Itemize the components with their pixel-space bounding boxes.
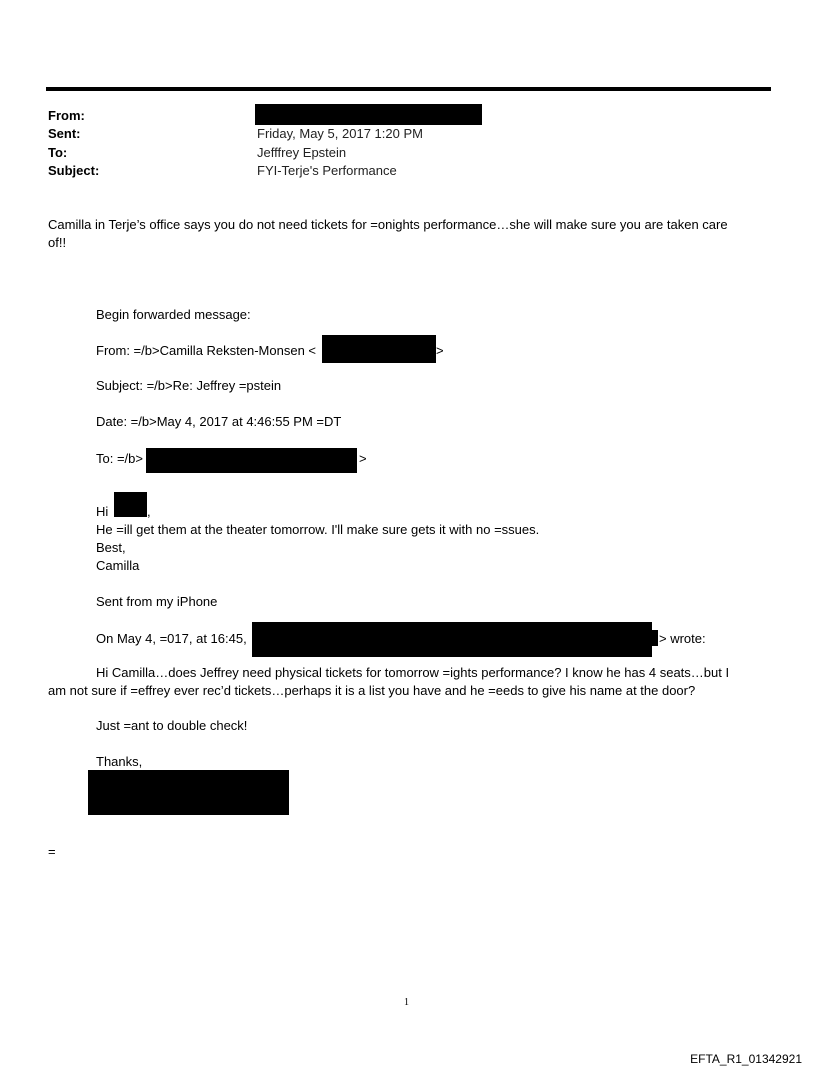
redaction-quote-sender-tail — [652, 630, 658, 646]
quote-line-1: Hi Camilla…does Jeffrey need physical tickets for tomorrow =ights performance? I know he has 4 seats…but I — [96, 665, 730, 680]
reply-line-2: Best, — [96, 540, 126, 555]
body-line-1: Camilla in Terje’s office says you do not need tickets for =onights performance…she will make sure you are taken care — [48, 217, 728, 232]
forward-intro: Begin forwarded message: — [96, 307, 251, 322]
sent-label: Sent: — [48, 126, 81, 141]
page-number: 1 — [404, 997, 409, 1008]
reply-line-3: Camilla — [96, 558, 140, 573]
quote-line-4: Thanks, — [96, 754, 143, 769]
subject-label: Subject: — [48, 163, 100, 178]
redaction-quote-sender — [252, 622, 652, 657]
redaction-from — [255, 104, 482, 125]
quote-line-2: am not sure if =effrey ever rec’d tickets…perhaps it is a list you have and he =eeds to give his name at the door? — [48, 683, 696, 698]
greeting-suffix: , — [147, 504, 151, 519]
to-value: Jefffrey Epstein — [257, 145, 347, 160]
forward-subject: Subject: =/b>Re: Jeffrey =pstein — [96, 378, 282, 393]
quote-header-suffix: > wrote: — [659, 631, 706, 646]
quote-header-prefix: On May 4, =017, at 16:45, — [96, 631, 247, 646]
redaction-forward-from-email — [322, 335, 436, 363]
greeting-prefix: Hi — [96, 504, 109, 519]
forward-to-prefix: To: =/b> — [96, 451, 143, 466]
from-label: From: — [48, 108, 85, 123]
signature: Sent from my iPhone — [96, 594, 218, 609]
sent-value: Friday, May 5, 2017 1:20 PM — [257, 126, 423, 141]
redaction-greeting-name — [114, 492, 147, 517]
quote-line-3: Just =ant to double check! — [96, 718, 248, 733]
to-label: To: — [48, 145, 68, 160]
trailing-equals: = — [48, 844, 56, 859]
forward-date: Date: =/b>May 4, 2017 at 4:46:55 PM =DT — [96, 414, 342, 429]
forward-from-prefix: From: =/b>Camilla Reksten-Monsen < — [96, 343, 317, 358]
reply-line-1: He =ill get them at the theater tomorrow. I'll make sure gets it with no =ssues. — [96, 522, 540, 537]
header-rule — [46, 87, 771, 91]
redaction-quote-signature — [88, 770, 289, 815]
document-id: EFTA_R1_01342921 — [690, 1052, 802, 1066]
body-line-2: of!! — [48, 235, 67, 250]
forward-to-suffix: > — [359, 451, 367, 466]
redaction-forward-to — [146, 448, 357, 473]
forward-from-suffix: > — [436, 343, 444, 358]
subject-value: FYI-Terje's Performance — [257, 163, 397, 178]
